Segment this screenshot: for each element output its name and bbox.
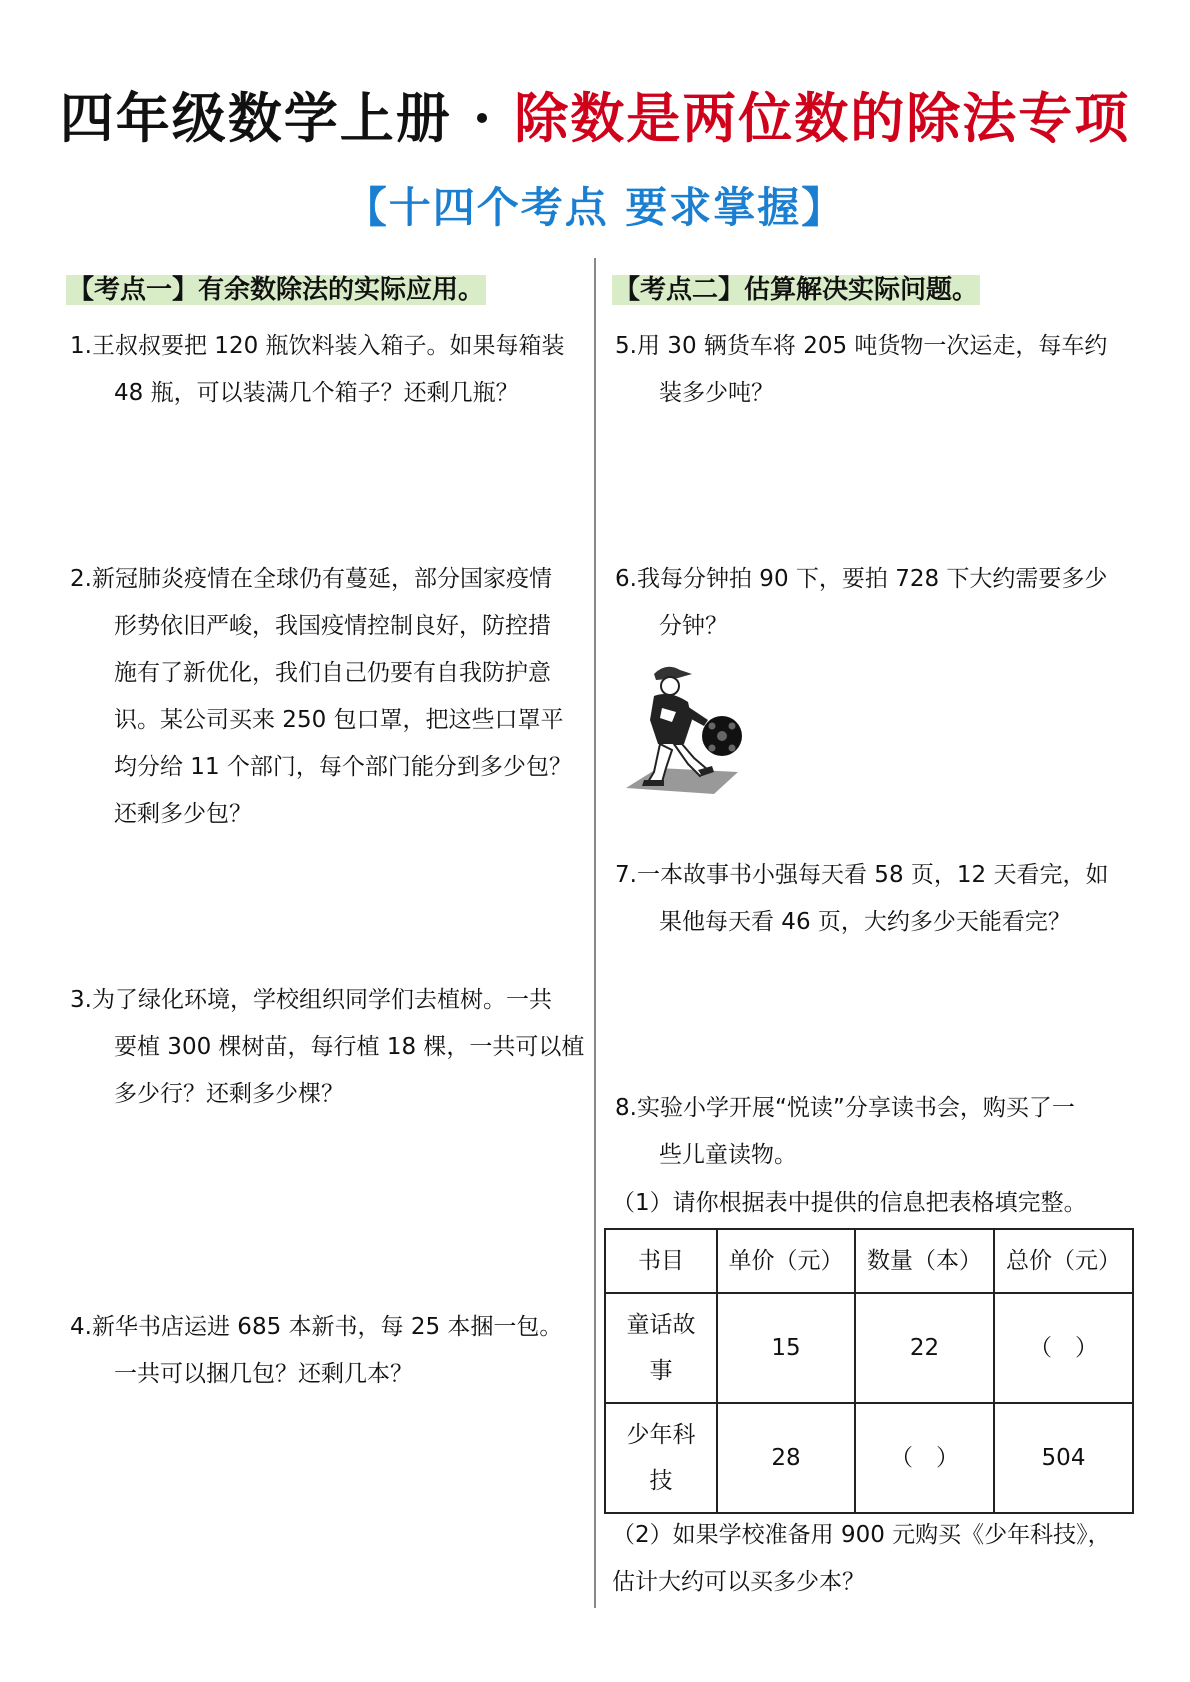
books-table <box>604 1228 1134 1514</box>
section-title-1: 【考点一】有余数除法的实际应用。 <box>68 275 485 305</box>
question-number: 5. <box>615 333 637 359</box>
question-number: 3. <box>70 987 92 1013</box>
question-number: 6. <box>615 566 637 592</box>
table-header-cell: 单价（元） <box>717 1229 855 1293</box>
table-row <box>605 1293 1133 1403</box>
question-number: 2. <box>70 566 92 592</box>
table-row <box>605 1403 1133 1513</box>
table-header-cell: 总价（元） <box>994 1229 1133 1293</box>
question-2: 2.新冠肺炎疫情在全球仍有蔓延，部分国家疫情 形势依旧严峻，我国疫情控制良好，防控措 施有了新优化，我们自己仍要有自我防护意 识。某公司买来 250 包口罩，把这些口罩平 均分给 11 个部门，每个部门能分到多少包？ 还剩多少包？ <box>70 556 590 838</box>
question-number: 7. <box>615 862 637 888</box>
table-cell-book-name: 童话故 事 <box>605 1293 717 1403</box>
page-subtitle: 【十四个考点 要求掌握】 <box>344 183 846 232</box>
table-header-cell: 数量（本） <box>855 1229 994 1293</box>
table-cell-blank[interactable]: （ ） <box>855 1403 994 1513</box>
question-3: 3.为了绿化环境，学校组织同学们去植树。一共 要植 300 棵树苗，每行植 18 棵，一共可以植 多少行？还剩多少棵？ <box>70 977 590 1118</box>
table-cell: 28 <box>717 1403 855 1513</box>
table-header-row <box>605 1229 1133 1293</box>
question-8-part-2: （2）如果学校准备用 900 元购买《少年科技》， 估计大约可以买多少本？ <box>612 1522 1111 1595</box>
question-8-part-1: （1）请你根据表中提供的信息把表格填完整。 <box>612 1190 1087 1216</box>
table-header-cell: 书目 <box>605 1229 717 1293</box>
question-7: 7.一本故事书小强每天看 58 页，12 天看完，如 果他每天看 46 页，大约多少天能看完？ <box>615 852 1175 946</box>
boy-bouncing-ball-icon <box>618 660 748 800</box>
question-number: 1. <box>70 333 92 359</box>
table-cell-blank[interactable]: （ ） <box>994 1293 1133 1403</box>
question-1: 1.王叔叔要把 120 瓶饮料装入箱子。如果每箱装 48 瓶，可以装满几个箱子？还剩几瓶？ <box>70 323 590 417</box>
column-divider <box>594 258 596 1608</box>
question-4: 4.新华书店运进 685 本新书，每 25 本捆一包。 一共可以捆几包？还剩几本？ <box>70 1304 590 1398</box>
table-cell: 504 <box>994 1403 1133 1513</box>
section-title-2: 【考点二】估算解决实际问题。 <box>614 275 979 305</box>
question-number: 4. <box>70 1314 92 1340</box>
table-cell-book-name: 少年科 技 <box>605 1403 717 1513</box>
page-title <box>0 78 1190 158</box>
question-6: 6.我每分钟拍 90 下，要拍 728 下大约需要多少 分钟？ <box>615 556 1175 650</box>
table-cell: 15 <box>717 1293 855 1403</box>
title-red: 除数是两位数的除法专项 <box>514 86 1131 150</box>
question-8: 8.实验小学开展“悦读”分享读书会，购买了一 些儿童读物。 <box>615 1085 1175 1179</box>
table-cell: 22 <box>855 1293 994 1403</box>
question-5: 5.用 30 辆货车将 205 吨货物一次运走，每车约 装多少吨？ <box>615 323 1175 417</box>
question-number: 8. <box>615 1095 637 1121</box>
title-black: 四年级数学上册 · <box>59 86 494 150</box>
